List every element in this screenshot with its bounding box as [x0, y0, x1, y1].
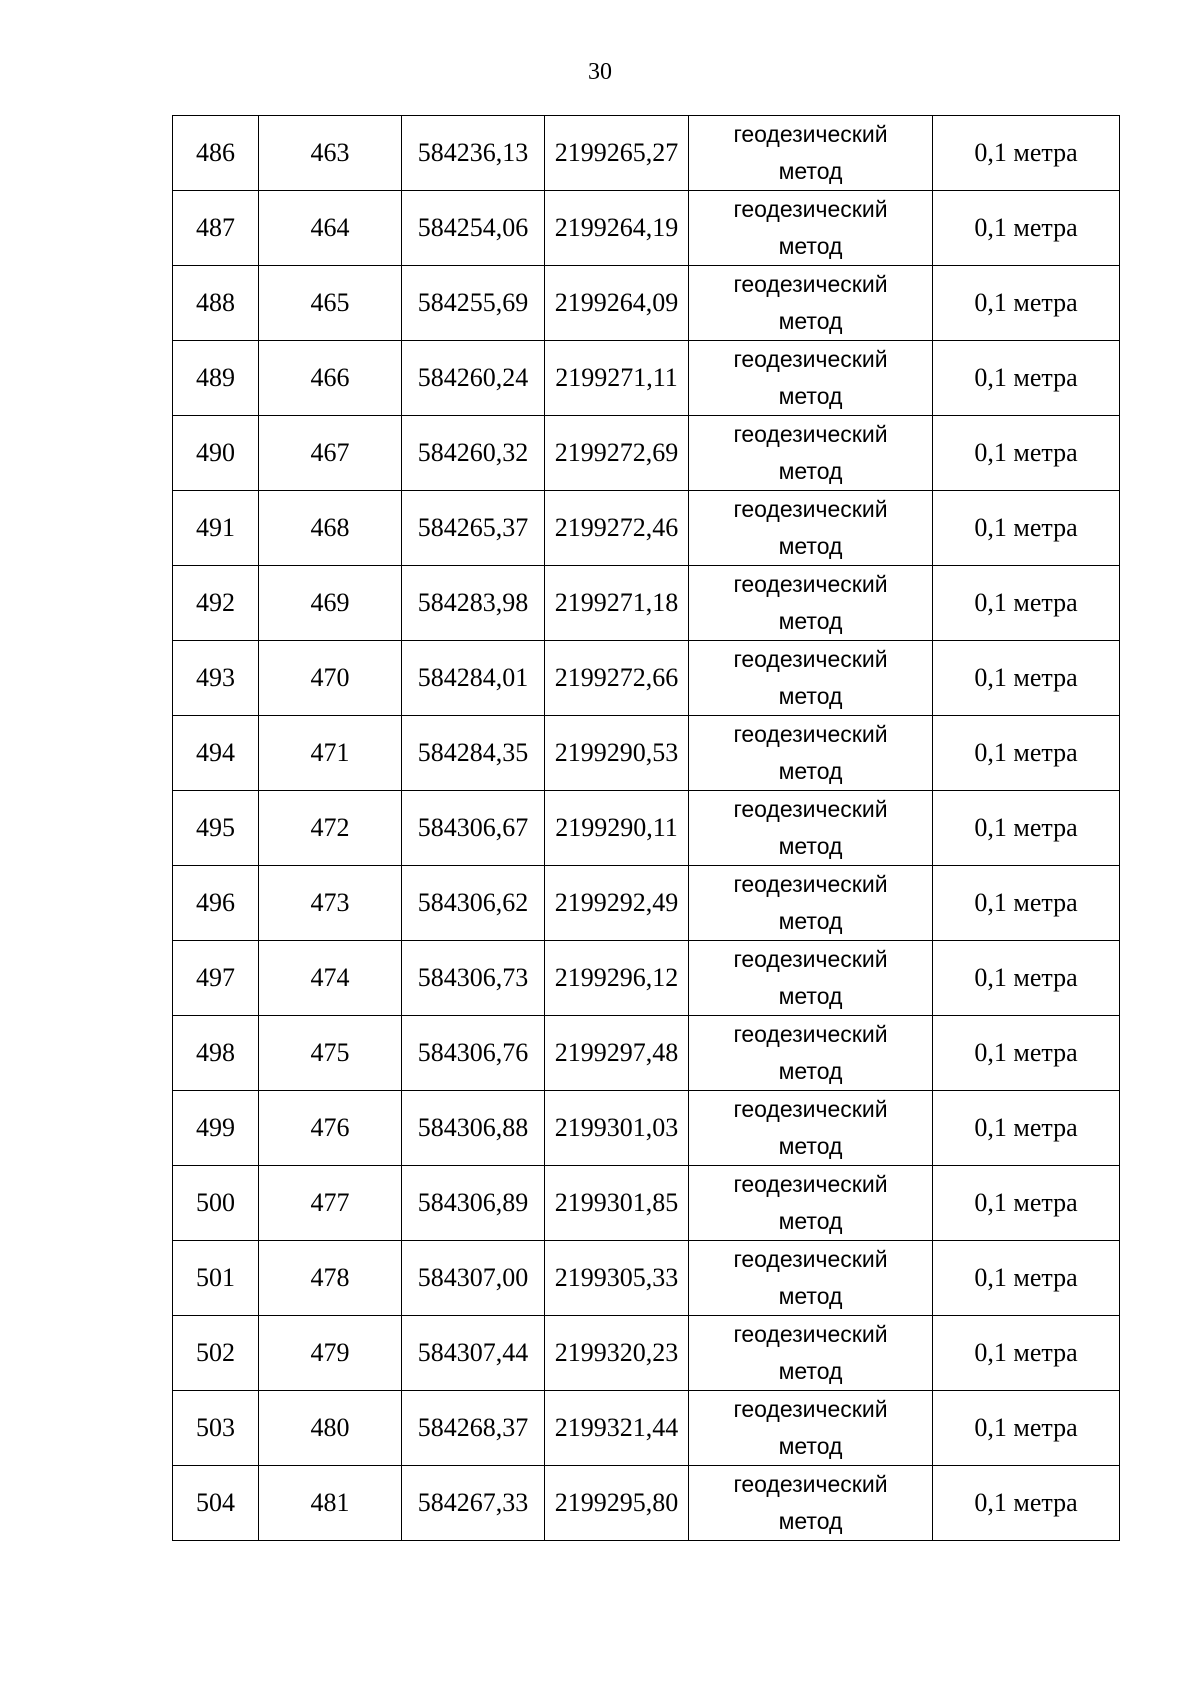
method-line-2: метод	[778, 1283, 843, 1309]
method-line-1: геодезический	[733, 196, 888, 222]
x-coordinate-cell: 584307,00	[402, 1241, 545, 1316]
method-line-2: метод	[778, 1508, 843, 1534]
row-number-cell: 492	[173, 566, 259, 641]
method-line-1: геодезический	[733, 271, 888, 297]
method-line-1: геодезический	[733, 1021, 888, 1047]
y-coordinate-cell: 2199301,03	[545, 1091, 689, 1166]
table-row	[173, 1016, 1120, 1091]
table-row	[173, 1466, 1120, 1541]
y-coordinate-cell: 2199292,49	[545, 866, 689, 941]
table-row	[173, 491, 1120, 566]
y-coordinate-cell: 2199321,44	[545, 1391, 689, 1466]
x-coordinate-cell: 584236,13	[402, 116, 545, 191]
y-coordinate-cell: 2199272,66	[545, 641, 689, 716]
point-number-cell: 475	[259, 1016, 402, 1091]
coordinates-table	[172, 115, 1120, 1541]
accuracy-cell: 0,1 метра	[933, 341, 1120, 416]
accuracy-cell: 0,1 метра	[933, 641, 1120, 716]
x-coordinate-cell: 584306,73	[402, 941, 545, 1016]
method-line-1: геодезический	[733, 946, 888, 972]
method-line-1: геодезический	[733, 1396, 888, 1422]
y-coordinate-cell: 2199320,23	[545, 1316, 689, 1391]
point-number-cell: 478	[259, 1241, 402, 1316]
method-line-2: метод	[778, 683, 843, 709]
method-line-1: геодезический	[733, 346, 888, 372]
y-coordinate-cell: 2199296,12	[545, 941, 689, 1016]
table-row	[173, 1241, 1120, 1316]
method-line-1: геодезический	[733, 1321, 888, 1347]
method-cell	[689, 1166, 933, 1241]
x-coordinate-cell: 584254,06	[402, 191, 545, 266]
row-number-cell: 504	[173, 1466, 259, 1541]
accuracy-cell: 0,1 метра	[933, 1166, 1120, 1241]
method-cell	[689, 266, 933, 341]
method-cell	[689, 1091, 933, 1166]
method-line-1: геодезический	[733, 646, 888, 672]
method-line-2: метод	[778, 1058, 843, 1084]
method-cell	[689, 866, 933, 941]
accuracy-cell: 0,1 метра	[933, 566, 1120, 641]
method-line-1: геодезический	[733, 121, 888, 147]
accuracy-cell: 0,1 метра	[933, 1466, 1120, 1541]
method-cell	[689, 416, 933, 491]
x-coordinate-cell: 584255,69	[402, 266, 545, 341]
table-row	[173, 641, 1120, 716]
point-number-cell: 468	[259, 491, 402, 566]
point-number-cell: 480	[259, 1391, 402, 1466]
method-line-1: геодезический	[733, 796, 888, 822]
row-number-cell: 491	[173, 491, 259, 566]
y-coordinate-cell: 2199290,53	[545, 716, 689, 791]
row-number-cell: 495	[173, 791, 259, 866]
method-line-1: геодезический	[733, 871, 888, 897]
accuracy-cell: 0,1 метра	[933, 191, 1120, 266]
table-row	[173, 1391, 1120, 1466]
accuracy-cell: 0,1 метра	[933, 116, 1120, 191]
row-number-cell: 501	[173, 1241, 259, 1316]
point-number-cell: 473	[259, 866, 402, 941]
accuracy-cell: 0,1 метра	[933, 1091, 1120, 1166]
row-number-cell: 490	[173, 416, 259, 491]
method-line-2: метод	[778, 1433, 843, 1459]
method-cell	[689, 1466, 933, 1541]
row-number-cell: 500	[173, 1166, 259, 1241]
row-number-cell: 496	[173, 866, 259, 941]
table-row	[173, 866, 1120, 941]
method-line-1: геодезический	[733, 721, 888, 747]
row-number-cell: 488	[173, 266, 259, 341]
method-cell	[689, 716, 933, 791]
method-cell	[689, 1016, 933, 1091]
method-cell	[689, 116, 933, 191]
method-cell	[689, 1241, 933, 1316]
method-cell	[689, 1391, 933, 1466]
method-line-1: геодезический	[733, 421, 888, 447]
table-row	[173, 1166, 1120, 1241]
point-number-cell: 476	[259, 1091, 402, 1166]
accuracy-cell: 0,1 метра	[933, 1391, 1120, 1466]
method-cell	[689, 341, 933, 416]
table-row	[173, 716, 1120, 791]
table-row	[173, 1091, 1120, 1166]
x-coordinate-cell: 584260,24	[402, 341, 545, 416]
x-coordinate-cell: 584284,35	[402, 716, 545, 791]
table-row	[173, 191, 1120, 266]
table-row	[173, 791, 1120, 866]
accuracy-cell: 0,1 метра	[933, 266, 1120, 341]
table-row	[173, 341, 1120, 416]
point-number-cell: 469	[259, 566, 402, 641]
method-line-2: метод	[778, 833, 843, 859]
accuracy-cell: 0,1 метра	[933, 1016, 1120, 1091]
x-coordinate-cell: 584306,67	[402, 791, 545, 866]
point-number-cell: 477	[259, 1166, 402, 1241]
method-line-2: метод	[778, 233, 843, 259]
point-number-cell: 464	[259, 191, 402, 266]
table-row	[173, 566, 1120, 641]
table-row	[173, 941, 1120, 1016]
x-coordinate-cell: 584306,88	[402, 1091, 545, 1166]
accuracy-cell: 0,1 метра	[933, 1316, 1120, 1391]
y-coordinate-cell: 2199301,85	[545, 1166, 689, 1241]
row-number-cell: 497	[173, 941, 259, 1016]
y-coordinate-cell: 2199264,19	[545, 191, 689, 266]
row-number-cell: 503	[173, 1391, 259, 1466]
method-line-2: метод	[778, 383, 843, 409]
y-coordinate-cell: 2199272,46	[545, 491, 689, 566]
method-cell	[689, 566, 933, 641]
point-number-cell: 479	[259, 1316, 402, 1391]
method-cell	[689, 1316, 933, 1391]
point-number-cell: 470	[259, 641, 402, 716]
accuracy-cell: 0,1 метра	[933, 416, 1120, 491]
y-coordinate-cell: 2199265,27	[545, 116, 689, 191]
table-row	[173, 416, 1120, 491]
table-row	[173, 1316, 1120, 1391]
x-coordinate-cell: 584307,44	[402, 1316, 545, 1391]
x-coordinate-cell: 584260,32	[402, 416, 545, 491]
point-number-cell: 481	[259, 1466, 402, 1541]
x-coordinate-cell: 584268,37	[402, 1391, 545, 1466]
y-coordinate-cell: 2199271,18	[545, 566, 689, 641]
x-coordinate-cell: 584283,98	[402, 566, 545, 641]
point-number-cell: 466	[259, 341, 402, 416]
point-number-cell: 471	[259, 716, 402, 791]
method-cell	[689, 191, 933, 266]
method-cell	[689, 941, 933, 1016]
point-number-cell: 465	[259, 266, 402, 341]
point-number-cell: 472	[259, 791, 402, 866]
x-coordinate-cell: 584267,33	[402, 1466, 545, 1541]
y-coordinate-cell: 2199264,09	[545, 266, 689, 341]
row-number-cell: 487	[173, 191, 259, 266]
method-line-2: метод	[778, 1208, 843, 1234]
point-number-cell: 474	[259, 941, 402, 1016]
method-cell	[689, 791, 933, 866]
x-coordinate-cell: 584306,62	[402, 866, 545, 941]
method-line-2: метод	[778, 458, 843, 484]
method-line-2: метод	[778, 308, 843, 334]
x-coordinate-cell: 584265,37	[402, 491, 545, 566]
accuracy-cell: 0,1 метра	[933, 491, 1120, 566]
method-line-1: геодезический	[733, 1246, 888, 1272]
method-line-2: метод	[778, 983, 843, 1009]
y-coordinate-cell: 2199290,11	[545, 791, 689, 866]
row-number-cell: 494	[173, 716, 259, 791]
method-line-1: геодезический	[733, 1471, 888, 1497]
method-line-1: геодезический	[733, 571, 888, 597]
method-line-1: геодезический	[733, 1096, 888, 1122]
method-line-2: метод	[778, 1133, 843, 1159]
y-coordinate-cell: 2199305,33	[545, 1241, 689, 1316]
method-line-2: метод	[778, 158, 843, 184]
table-body	[173, 116, 1120, 1541]
method-line-1: геодезический	[733, 496, 888, 522]
method-cell	[689, 491, 933, 566]
row-number-cell: 489	[173, 341, 259, 416]
accuracy-cell: 0,1 метра	[933, 866, 1120, 941]
accuracy-cell: 0,1 метра	[933, 941, 1120, 1016]
method-line-2: метод	[778, 758, 843, 784]
method-line-2: метод	[778, 608, 843, 634]
x-coordinate-cell: 584284,01	[402, 641, 545, 716]
accuracy-cell: 0,1 метра	[933, 1241, 1120, 1316]
method-line-2: метод	[778, 533, 843, 559]
x-coordinate-cell: 584306,89	[402, 1166, 545, 1241]
row-number-cell: 498	[173, 1016, 259, 1091]
y-coordinate-cell: 2199272,69	[545, 416, 689, 491]
y-coordinate-cell: 2199271,11	[545, 341, 689, 416]
table-row	[173, 266, 1120, 341]
point-number-cell: 463	[259, 116, 402, 191]
y-coordinate-cell: 2199297,48	[545, 1016, 689, 1091]
row-number-cell: 493	[173, 641, 259, 716]
method-line-2: метод	[778, 1358, 843, 1384]
table-row	[173, 116, 1120, 191]
method-cell	[689, 641, 933, 716]
y-coordinate-cell: 2199295,80	[545, 1466, 689, 1541]
row-number-cell: 502	[173, 1316, 259, 1391]
method-line-1: геодезический	[733, 1171, 888, 1197]
x-coordinate-cell: 584306,76	[402, 1016, 545, 1091]
row-number-cell: 486	[173, 116, 259, 191]
method-line-2: метод	[778, 908, 843, 934]
row-number-cell: 499	[173, 1091, 259, 1166]
accuracy-cell: 0,1 метра	[933, 716, 1120, 791]
point-number-cell: 467	[259, 416, 402, 491]
accuracy-cell: 0,1 метра	[933, 791, 1120, 866]
page-number: 30	[588, 59, 612, 85]
